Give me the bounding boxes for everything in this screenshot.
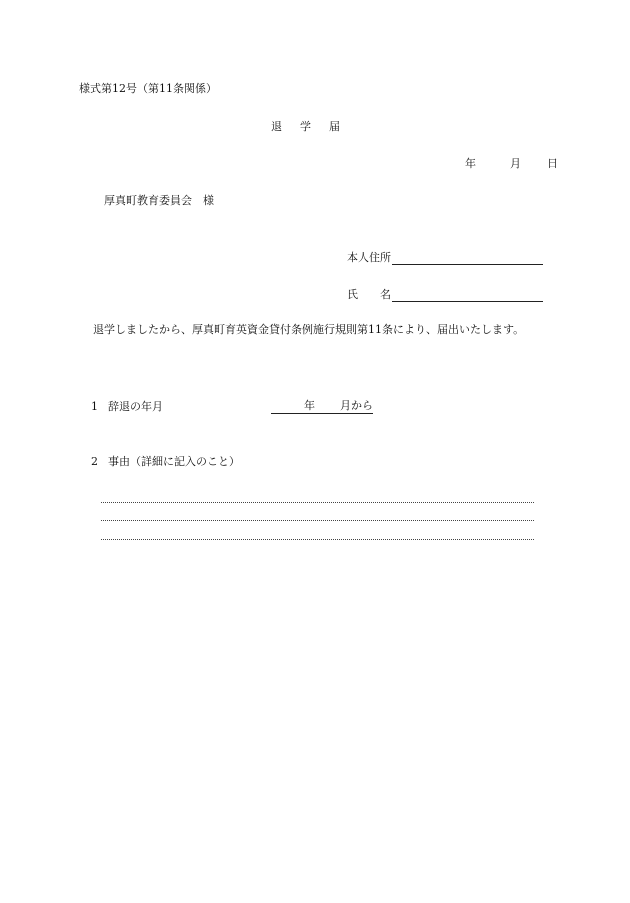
- name-label: 氏 名: [347, 288, 391, 301]
- item-1-label: 辞退の年月: [108, 400, 163, 413]
- address-field[interactable]: [347, 251, 543, 265]
- address-label: 本人住所: [347, 251, 391, 264]
- address-underline[interactable]: [392, 252, 543, 265]
- item-1-number: 1: [91, 400, 98, 413]
- date-month-label: 月: [510, 157, 521, 170]
- form-number: 様式第12号（第11条関係）: [79, 82, 217, 95]
- reason-line-3[interactable]: [101, 539, 534, 540]
- withdrawal-year-suffix: 年: [304, 399, 315, 412]
- item-2-number: 2: [91, 455, 98, 468]
- document-title: 退学届: [271, 120, 358, 133]
- addressee: 厚真町教育委員会 様: [104, 194, 214, 207]
- name-field[interactable]: [347, 288, 543, 302]
- reason-line-1[interactable]: [101, 502, 534, 503]
- statement-text: 退学しましたから、厚真町育英資金貸付条例施行規則第11条により、届出いたします。: [93, 323, 525, 336]
- withdrawal-month-suffix: 月から: [340, 399, 373, 412]
- item-2-label: 事由（詳細に記入のこと）: [108, 455, 240, 468]
- name-underline[interactable]: [392, 289, 543, 302]
- withdrawal-date-field[interactable]: [271, 399, 373, 414]
- date-line: [465, 157, 558, 171]
- date-year-label: 年: [465, 157, 476, 170]
- date-day-label: 日: [547, 157, 558, 170]
- reason-line-2[interactable]: [101, 520, 534, 521]
